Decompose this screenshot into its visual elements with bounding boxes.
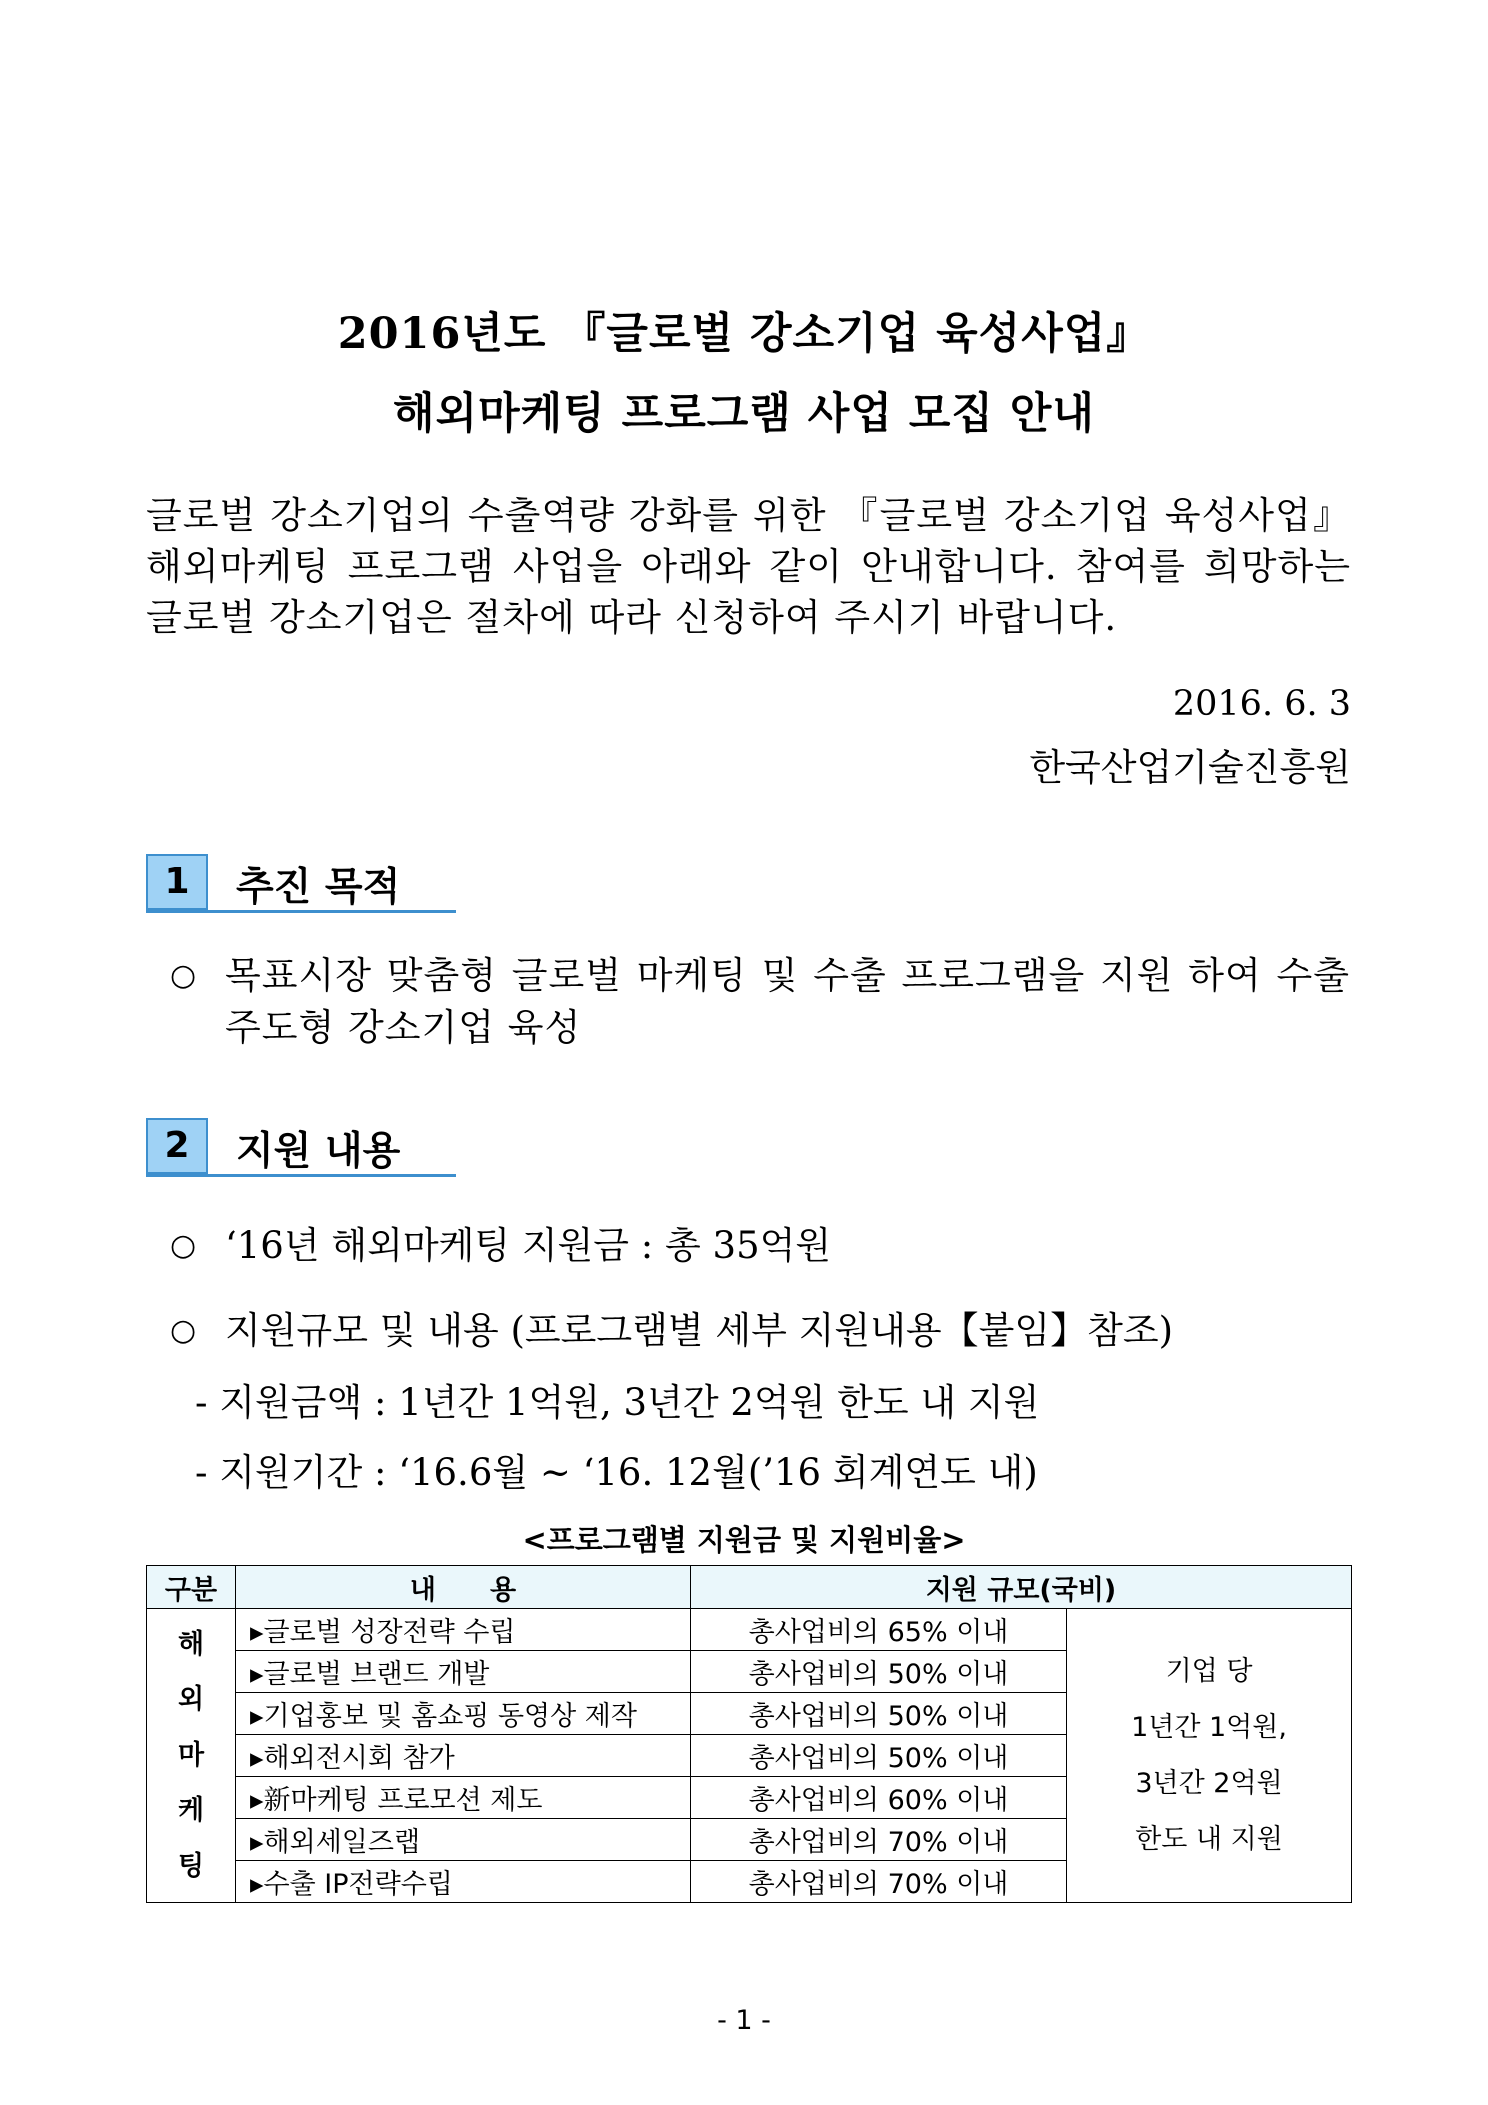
scope-text: 지원규모 및 내용 (프로그램별 세부 지원내용【붙임】참조) (225, 1309, 1173, 1352)
program-item: ▸글로벌 브랜드 개발 (236, 1651, 691, 1693)
category-label: 해 외 마 케 팅 (177, 1629, 205, 1882)
purpose-bullet (170, 950, 1350, 1060)
category-cell (147, 1609, 236, 1903)
support-amount-item: - 지원금액 : 1년간 1억원, 3년간 2억원 한도 내 지원 (195, 1381, 1040, 1424)
support-ratio: 총사업비의 70% 이내 (691, 1861, 1067, 1903)
scope-bullet (170, 1305, 1350, 1357)
program-item: ▸글로벌 성장전략 수립 (236, 1609, 691, 1651)
budget-text: ‘16년 해외마케팅 지원금 : 총 35억원 (225, 1224, 832, 1267)
program-item: ▸해외세일즈랩 (236, 1819, 691, 1861)
table-header-row (147, 1566, 1352, 1609)
header-category: 구분 (147, 1566, 236, 1609)
issuing-organization: 한국산업기술진흥원 (1029, 746, 1351, 789)
intro-paragraph: 글로벌 강소기업의 수출역량 강화를 위한 『글로벌 강소기업 육성사업』 해외마케팅 프로그램 사업을 아래와 같이 안내합니다. 참여를 희망하는 글로벌 강소기업은 절차에 따라 신청하여 주시기 바랍니다. (146, 494, 1351, 639)
section-heading-1 (146, 854, 456, 916)
scope-cell (1067, 1609, 1352, 1903)
scope-label: 기업 당 1년간 1억원, 3년간 2억원 한도 내 지원 (1131, 1655, 1287, 1855)
program-item: ▸기업홍보 및 홈쇼핑 동영상 제작 (236, 1693, 691, 1735)
budget-bullet (170, 1220, 1350, 1272)
issue-date: 2016. 6. 3 (1172, 684, 1351, 724)
program-item: ▸수출 IP전략수립 (236, 1861, 691, 1903)
support-ratio: 총사업비의 60% 이내 (691, 1777, 1067, 1819)
support-ratio: 총사업비의 70% 이내 (691, 1819, 1067, 1861)
program-support-table (146, 1565, 1352, 1903)
bullet-mark: ○ (170, 1313, 197, 1348)
section-number-badge: 2 (146, 1118, 208, 1174)
purpose-text: 목표시장 맞춤형 글로벌 마케팅 및 수출 프로그램을 지원 하여 수출주도형 강소기업 육성 (225, 954, 1350, 1049)
header-content: 내 용 (236, 1566, 691, 1609)
table-row (147, 1609, 1352, 1651)
section-number-badge: 1 (146, 854, 208, 910)
bullet-mark: ○ (170, 1228, 197, 1263)
section-title: 지원 내용 (236, 1129, 401, 1174)
support-ratio: 총사업비의 50% 이내 (691, 1651, 1067, 1693)
program-item: ▸해외전시회 참가 (236, 1735, 691, 1777)
header-scope: 지원 규모(국비) (691, 1566, 1352, 1609)
support-period-item: - 지원기간 : ‘16.6월 ~ ‘16. 12월(’16 회계연도 내) (195, 1451, 1038, 1494)
support-ratio: 총사업비의 65% 이내 (691, 1609, 1067, 1651)
document-title: 2016년도 『글로벌 강소기업 육성사업』 (337, 309, 1151, 359)
section-heading-2 (146, 1118, 456, 1180)
page-number: - 1 - (717, 2005, 771, 2036)
support-ratio: 총사업비의 50% 이내 (691, 1735, 1067, 1777)
bullet-mark: ○ (170, 958, 197, 993)
document-subtitle: 해외마케팅 프로그램 사업 모집 안내 (393, 389, 1095, 439)
program-item: ▸新마케팅 프로모션 제도 (236, 1777, 691, 1819)
support-ratio: 총사업비의 50% 이내 (691, 1693, 1067, 1735)
section-title: 추진 목적 (236, 865, 401, 910)
table-caption: <프로그램별 지원금 및 지원비율> (522, 1523, 966, 1557)
